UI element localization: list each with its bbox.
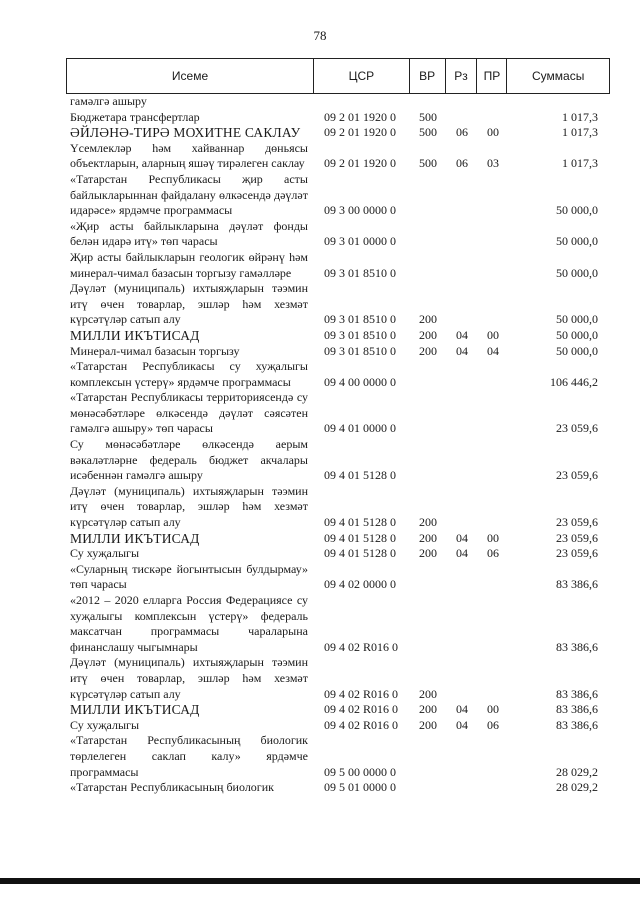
cell-pr: 00 xyxy=(487,702,499,717)
cell-vr: 200 xyxy=(419,327,437,342)
cell-pr: 06 xyxy=(487,717,499,732)
cell-vr: 200 xyxy=(419,717,437,732)
header-vr: ВР xyxy=(410,59,446,93)
cell-rz: 04 xyxy=(456,702,468,717)
cell-rz: 04 xyxy=(456,717,468,732)
cell-name: МИЛЛИ ИКЪТИСАД xyxy=(70,530,200,546)
cell-csr: 09 4 00 0000 0 xyxy=(324,374,396,389)
cell-pr xyxy=(478,733,508,780)
cell-vr: 200 xyxy=(419,546,437,561)
cell-sum: 1 017,3 xyxy=(562,156,598,171)
cell-csr: 09 2 01 1920 0 xyxy=(324,125,396,140)
cell-name: МИЛЛИ ИКЪТИСАД xyxy=(70,702,200,718)
cell-pr xyxy=(478,172,508,219)
cell-rz xyxy=(446,562,478,593)
table-row xyxy=(66,219,610,250)
cell-csr: 09 3 00 0000 0 xyxy=(324,203,396,218)
cell-csr: 09 4 02 0000 0 xyxy=(324,577,396,592)
cell-rz xyxy=(446,172,478,219)
table-row xyxy=(66,359,610,390)
cell-csr: 09 4 01 5128 0 xyxy=(324,515,396,530)
cell-name: «Татарстан Республикасының биологик xyxy=(70,780,274,795)
table-row xyxy=(66,328,610,344)
cell-rz: 04 xyxy=(456,546,468,561)
cell-sum: 50 000,0 xyxy=(556,203,598,218)
cell-csr: 09 3 01 0000 0 xyxy=(324,234,396,249)
cell-name: Дәүләт (муниципаль) ихтыяҗларын тәэмин итү өчен товарлар, эшләр һәм хезмәт күрсәтүләр сатып алу xyxy=(70,655,308,701)
cell-name: Бюджетара трансфертлар xyxy=(70,109,200,124)
cell-vr: 200 xyxy=(419,343,437,358)
cell-pr xyxy=(478,281,508,328)
cell-csr: 09 3 01 8510 0 xyxy=(324,312,396,327)
cell-sum: 50 000,0 xyxy=(556,343,598,358)
budget-table xyxy=(66,58,610,796)
table-header xyxy=(66,58,610,94)
cell-pr: 03 xyxy=(487,156,499,171)
cell-sum: 50 000,0 xyxy=(556,312,598,327)
cell-sum: 83 386,6 xyxy=(556,577,598,592)
table-row xyxy=(66,593,610,655)
cell-sum xyxy=(508,94,610,110)
cell-vr: 200 xyxy=(419,702,437,717)
cell-sum: 83 386,6 xyxy=(556,639,598,654)
cell-vr xyxy=(410,437,446,484)
table-row xyxy=(66,546,610,562)
table-row xyxy=(66,655,610,702)
cell-sum: 83 386,6 xyxy=(556,717,598,732)
cell-name: Су хуҗалыгы xyxy=(70,717,140,732)
cell-vr xyxy=(410,359,446,390)
cell-name: ӘЙЛӘНӘ-ТИРӘ МОХИТНЕ САКЛАУ xyxy=(70,125,301,141)
cell-rz: 04 xyxy=(456,327,468,342)
cell-sum: 23 059,6 xyxy=(556,546,598,561)
cell-csr: 09 4 02 R016 0 xyxy=(324,702,399,717)
cell-name: «2012 – 2020 елларга Россия Федерациясе су хуҗалыгы комплексын үстерү» федераль максатчан программасы чараларына финанслашу чыгымнары xyxy=(70,593,308,654)
header-csr: ЦСР xyxy=(314,59,410,93)
cell-rz xyxy=(446,593,478,655)
cell-vr xyxy=(410,733,446,780)
table-row xyxy=(66,531,610,547)
cell-vr: 500 xyxy=(419,109,437,124)
cell-vr xyxy=(410,593,446,655)
cell-rz xyxy=(446,219,478,250)
cell-pr xyxy=(478,390,508,437)
cell-rz: 04 xyxy=(456,343,468,358)
cell-csr: 09 3 01 8510 0 xyxy=(324,343,396,358)
cell-pr: 06 xyxy=(487,546,499,561)
cell-name: Минерал-чимал базасын торгызу xyxy=(70,343,240,358)
cell-vr xyxy=(410,250,446,281)
cell-sum: 1 017,3 xyxy=(562,125,598,140)
cell-sum: 23 059,6 xyxy=(556,515,598,530)
table-row xyxy=(66,281,610,328)
cell-vr: 200 xyxy=(419,686,437,701)
cell-pr: 00 xyxy=(487,125,499,140)
table-row xyxy=(66,437,610,484)
cell-sum: 106 446,2 xyxy=(550,374,598,389)
cell-sum: 50 000,0 xyxy=(556,265,598,280)
cell-csr xyxy=(314,94,410,110)
cell-vr xyxy=(410,94,446,110)
table-body xyxy=(66,94,610,796)
cell-csr: 09 4 01 5128 0 xyxy=(324,468,396,483)
cell-pr xyxy=(478,484,508,531)
cell-vr: 500 xyxy=(419,156,437,171)
cell-pr xyxy=(478,94,508,110)
cell-sum: 83 386,6 xyxy=(556,686,598,701)
cell-sum: 50 000,0 xyxy=(556,327,598,342)
cell-csr: 09 2 01 1920 0 xyxy=(324,156,396,171)
cell-sum: 23 059,6 xyxy=(556,468,598,483)
table-row xyxy=(66,390,610,437)
header-rz: Рз xyxy=(446,59,478,93)
cell-rz xyxy=(446,437,478,484)
cell-pr: 00 xyxy=(487,327,499,342)
page-number: 78 xyxy=(313,28,327,43)
cell-rz: 04 xyxy=(456,530,468,545)
cell-sum: 28 029,2 xyxy=(556,764,598,779)
cell-pr: 04 xyxy=(487,343,499,358)
cell-rz xyxy=(446,250,478,281)
table-row xyxy=(66,250,610,281)
cell-name: МИЛЛИ ИКЪТИСАД xyxy=(70,327,200,343)
cell-name: гамәлгә ашыру xyxy=(70,94,147,108)
cell-csr: 09 5 00 0000 0 xyxy=(324,764,396,779)
cell-vr xyxy=(410,172,446,219)
cell-csr: 09 3 01 8510 0 xyxy=(324,327,396,342)
cell-name: Үсемлекләр һәм хайваннар дөньясы объектларын, аларның яшәү тирәлеген саклау xyxy=(70,140,308,171)
cell-csr: 09 4 01 0000 0 xyxy=(324,421,396,436)
cell-pr xyxy=(478,110,508,126)
cell-rz: 06 xyxy=(456,156,468,171)
cell-vr xyxy=(410,219,446,250)
cell-csr: 09 4 02 R016 0 xyxy=(324,686,399,701)
table-row xyxy=(66,562,610,593)
cell-vr xyxy=(410,390,446,437)
cell-vr: 200 xyxy=(419,530,437,545)
cell-name: Дәүләт (муниципаль) ихтыяҗларын тәэмин итү өчен товарлар, эшләр һәм хезмәт күрсәтүләр сатып алу xyxy=(70,281,308,327)
cell-sum: 28 029,2 xyxy=(556,780,598,795)
cell-rz xyxy=(446,733,478,780)
table-row xyxy=(66,110,610,126)
cell-vr xyxy=(410,562,446,593)
cell-sum: 23 059,6 xyxy=(556,530,598,545)
cell-sum: 50 000,0 xyxy=(556,234,598,249)
cell-rz xyxy=(446,780,478,796)
cell-name: Су хуҗалыгы xyxy=(70,546,140,561)
table-row xyxy=(66,141,610,172)
header-sum: Суммасы xyxy=(532,69,585,83)
cell-pr xyxy=(478,593,508,655)
cell-pr xyxy=(478,655,508,702)
cell-pr xyxy=(478,562,508,593)
cell-rz xyxy=(446,94,478,110)
header-pr: ПР xyxy=(477,59,507,93)
page-bottom-border xyxy=(0,878,640,884)
table-row xyxy=(66,94,610,110)
cell-pr: 00 xyxy=(487,530,499,545)
table-row xyxy=(66,344,610,360)
cell-pr xyxy=(478,219,508,250)
cell-rz xyxy=(446,390,478,437)
cell-csr: 09 2 01 1920 0 xyxy=(324,109,396,124)
table-row xyxy=(66,172,610,219)
cell-vr: 200 xyxy=(419,515,437,530)
cell-rz xyxy=(446,281,478,328)
cell-rz: 06 xyxy=(456,125,468,140)
cell-pr xyxy=(478,359,508,390)
table-row xyxy=(66,718,610,734)
cell-name: «Суларның тискәре йогынтысын булдырмау» төп чарасы xyxy=(70,561,308,592)
cell-rz xyxy=(446,110,478,126)
cell-name: Су мөнәсәбәтләре өлкәсендә аерым вәкаләтләрне федераль бюджет акчалары исәбеннән гамәлгә ашыру xyxy=(70,437,308,483)
cell-vr xyxy=(410,780,446,796)
table-row xyxy=(66,733,610,780)
cell-rz xyxy=(446,655,478,702)
cell-pr xyxy=(478,250,508,281)
cell-name: «Татарстан Республикасы җир асты байлыкларыннан файдалану өлкәсендә дәүләт идарәсе» ярдәмче программасы xyxy=(70,171,308,218)
table-row xyxy=(66,780,610,796)
cell-vr: 200 xyxy=(419,312,437,327)
cell-csr: 09 4 02 R016 0 xyxy=(324,717,399,732)
table-row xyxy=(66,125,610,141)
cell-name: «Татарстан Республикасы территориясендә су мөнәсәбәтләре өлкәсендә дәүләт сәясәтен гамәлгә ашыру» төп чарасы xyxy=(70,390,308,436)
cell-csr: 09 4 02 R016 0 xyxy=(324,639,399,654)
cell-pr xyxy=(478,437,508,484)
cell-pr xyxy=(478,780,508,796)
cell-rz xyxy=(446,484,478,531)
table-row xyxy=(66,702,610,718)
cell-rz xyxy=(446,359,478,390)
table-row xyxy=(66,484,610,531)
cell-name: Җир асты байлыкларын геологик өйрәнү һәм минерал-чимал базасын торгызу гамәлләре xyxy=(70,249,308,280)
cell-sum: 83 386,6 xyxy=(556,702,598,717)
cell-name: «Җир асты байлыкларына дәүләт фонды белән идарә итү» төп чарасы xyxy=(70,218,308,249)
cell-name: Дәүләт (муниципаль) ихтыяҗларын тәэмин итү өчен товарлар, эшләр һәм хезмәт күрсәтүләр сатып алу xyxy=(70,483,308,530)
cell-csr: 09 4 01 5128 0 xyxy=(324,546,396,561)
cell-csr: 09 5 01 0000 0 xyxy=(324,780,396,795)
cell-csr: 09 4 01 5128 0 xyxy=(324,530,396,545)
cell-csr: 09 3 01 8510 0 xyxy=(324,265,396,280)
cell-sum: 1 017,3 xyxy=(562,109,598,124)
header-name: Исеме xyxy=(67,59,314,93)
cell-vr: 500 xyxy=(419,125,437,140)
cell-name: «Татарстан Республикасының биологик төрлелеген саклап калу» ярдәмче программасы xyxy=(70,733,308,779)
cell-name: «Татарстан Республикасы су хуҗалыгы комплексын үстерү» ярдәмче программасы xyxy=(70,359,308,389)
cell-sum: 23 059,6 xyxy=(556,421,598,436)
